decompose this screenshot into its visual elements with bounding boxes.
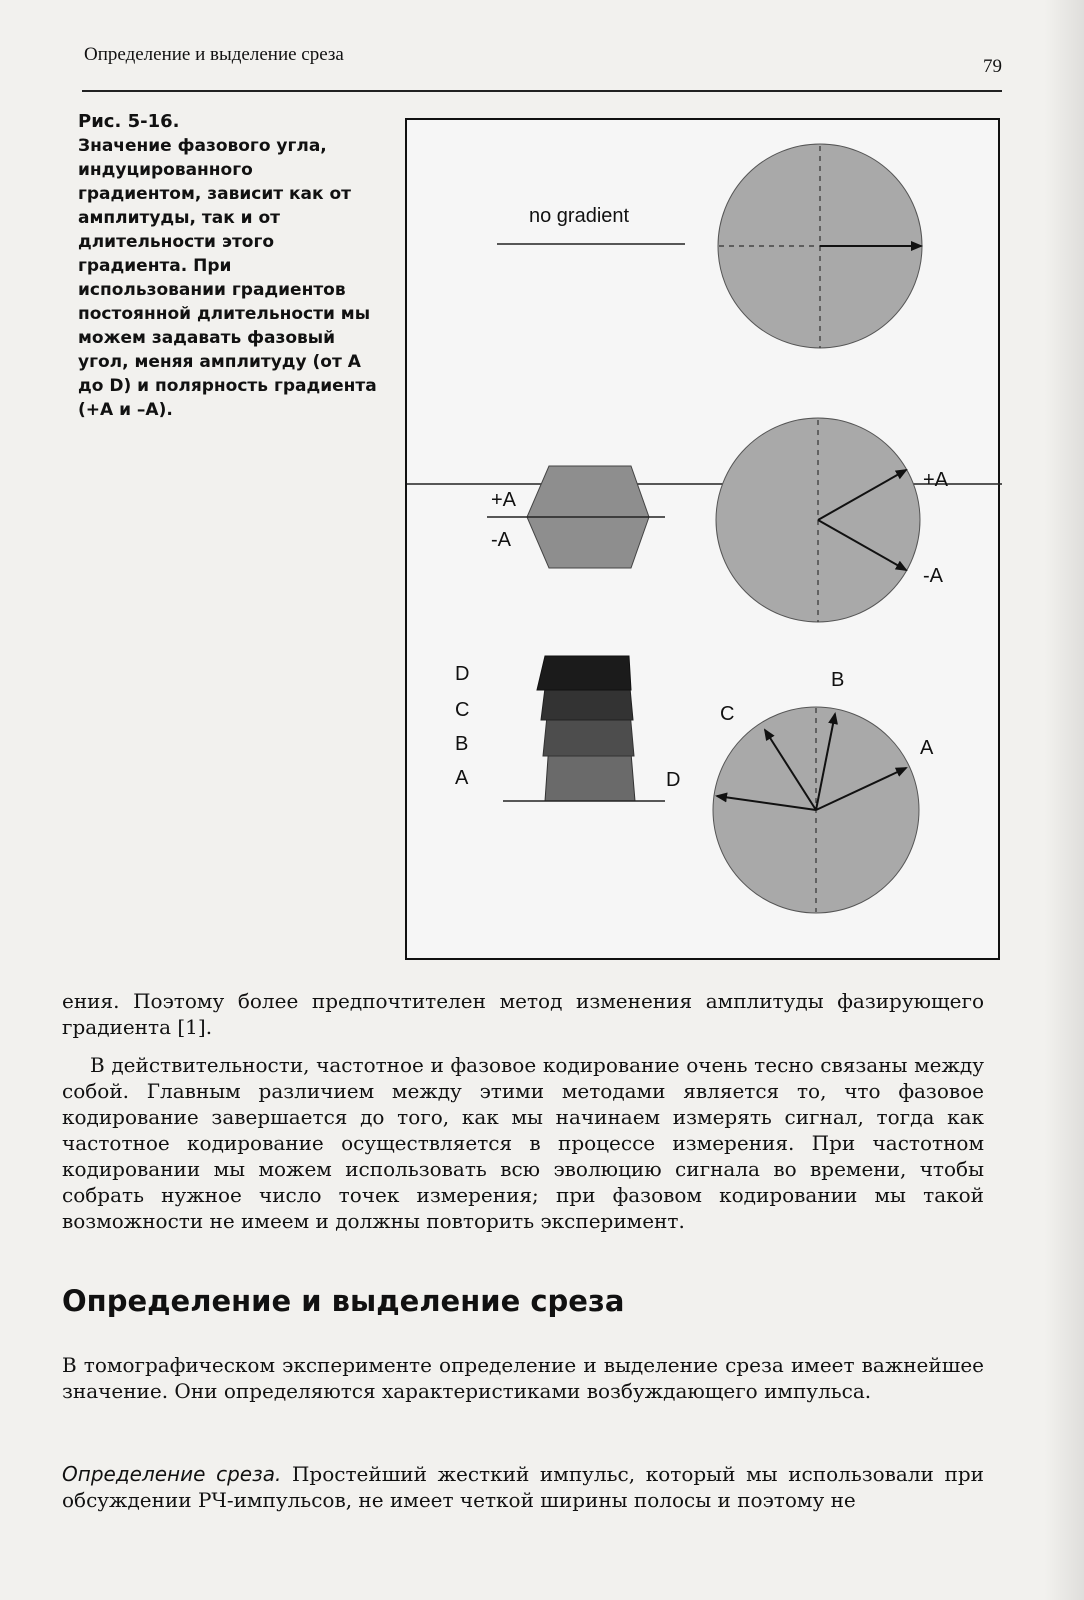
paragraph-4-text: Простейший жесткий импульс, который мы использовали при обсуждении РЧ-импульсов, не имеет четкой ширины полосы и поэтому не: [62, 1462, 984, 1512]
label-minus-a: -A: [491, 529, 511, 551]
figure-frame: [405, 118, 1000, 960]
label-vector-d: D: [666, 769, 681, 791]
section-heading: Определение и выделение среза: [62, 1284, 625, 1318]
figure-caption: [78, 110, 378, 422]
label-vector-b: B: [831, 669, 845, 691]
paragraph-2: В действительности, частотное и фазовое кодирование очень тесно связаны между собой. Главным различием между этими методами является то, что фазовое кодирование завершается до того, как мы начинаем измерять сигнал, тогда как частотное кодирование осуществляется в процессе измерения. При частотном кодировании мы можем использовать всю эволюцию сигнала во времени, чтобы собрать нужное число точек измерения; при фазовом кодировании мы такой возможности не имеем и должны повторить эксперимент.: [62, 1053, 984, 1233]
label-no-gradient: no gradient: [529, 205, 630, 227]
label-vector-minus-a: -A: [923, 565, 943, 587]
label-vector-c: C: [720, 703, 735, 725]
label-b: B: [455, 733, 469, 755]
figure-number: Рис. 5-16.: [78, 111, 180, 132]
label-plus-a: +A: [491, 489, 517, 511]
paragraph-3: В томографическом эксперименте определение и выделение среза имеет важнейшее значение. Они определяются характеристиками возбуждающего импульса.: [62, 1353, 984, 1403]
phase-angle-diagram: [407, 120, 1002, 962]
header-rule: [82, 90, 1002, 92]
page-number: 79: [983, 56, 1002, 77]
running-header: Определение и выделение среза: [84, 44, 344, 65]
paragraph-1: ения. Поэтому более предпочтителен метод изменения амплитуды фазирующего градиента [1].: [62, 989, 984, 1039]
gradient-amplitude-d: [537, 656, 631, 690]
page-edge-shadow: [1044, 0, 1084, 1600]
label-vector-plus-a: +A: [923, 469, 949, 491]
paragraph-4: [62, 1461, 984, 1513]
label-vector-a: A: [920, 737, 934, 759]
label-c: C: [455, 699, 470, 721]
paragraph-4-lead: Определение среза.: [62, 1462, 282, 1486]
label-a: A: [455, 767, 469, 789]
figure-caption-text: Значение фазового угла, индуцированного градиентом, зависит как от амплитуды, так и от длительности этого градиента. При использовании градиентов постоянной длительности мы можем задавать фазовый угол, меняя амплитуду (от А до D) и полярность градиента (+А и –А).: [78, 136, 377, 420]
label-d: D: [455, 663, 470, 685]
